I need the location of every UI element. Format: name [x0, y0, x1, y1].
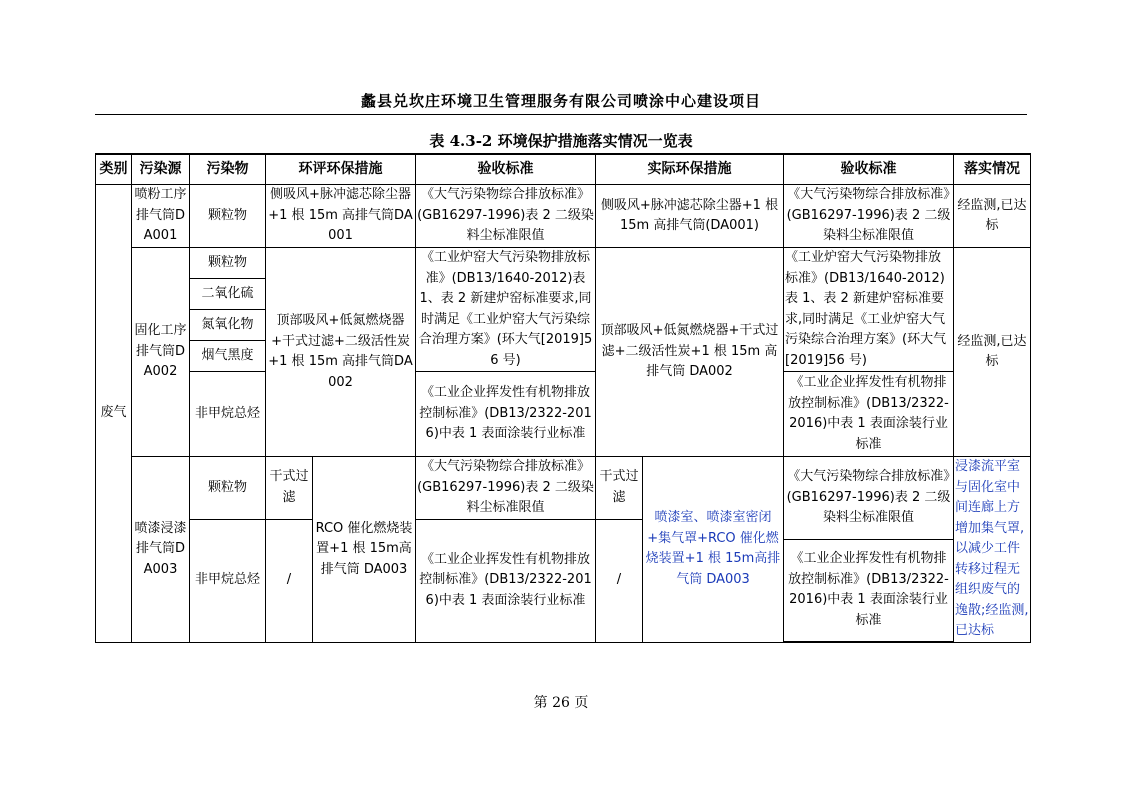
eia-sub-cell-dry-filter: 干式过滤 [266, 457, 313, 520]
pollutant-cell: 烟气黑度 [190, 341, 266, 372]
environmental-measures-table [95, 153, 1031, 643]
actual-measure-cell-da001: 侧吸风+脉冲滤芯除尘器+1 根15m 高排气筒(DA001) [596, 185, 784, 248]
actual-standard-cell-da002-furnace: 《工业炉窑大气污染物排放标准》(DB13/1640-2012)表 1、表 2 新建炉窑标准要求,同时满足《工业炉窑大气污染综合治理方案》(环大气[2019]56 号) [784, 248, 954, 372]
category-cell: 废气 [96, 185, 132, 643]
standard-cell-da003-dust: 《大气污染物综合排放标准》(GB16297-1996)表 2 二级染料尘标准限值 [416, 457, 596, 520]
table-row [96, 457, 1031, 488]
standard-cell-da003-voc: 《工业企业挥发性有机物排放控制标准》(DB13/2322-2016)中表 1 表面涂装行业标准 [416, 519, 596, 642]
actual-standard-cell-da003-voc: 《工业企业挥发性有机物排放控制标准》(DB13/2322-2016)中表 1 表面涂装行业标准 [784, 539, 954, 642]
col-header-eia-measure: 环评环保措施 [266, 154, 416, 185]
col-header-source: 污染源 [132, 154, 190, 185]
pollutant-cell: 非甲烷总烃 [190, 372, 266, 457]
table-row [96, 372, 1031, 457]
status-cell-da001: 经监测,已达标 [954, 185, 1031, 248]
pollutant-cell: 颗粒物 [190, 457, 266, 520]
actual-sub-cell-dry-filter: 干式过滤 [596, 457, 643, 520]
source-cell-da003: 喷漆浸漆排气筒DA003 [132, 457, 190, 643]
status-cell-da002: 经监测,已达标 [954, 248, 1031, 457]
status-cell-da003: 浸漆流平室与固化室中间连廊上方增加集气罩,以减少工件转移过程无组织废气的逸散;经监测,已达标 [954, 457, 1031, 643]
source-cell-da001: 喷粉工序排气筒DA001 [132, 185, 190, 248]
standard-cell-da002-voc: 《工业企业挥发性有机物排放控制标准》(DB13/2322-2016)中表 1 表面涂装行业标准 [416, 372, 596, 457]
pollutant-cell: 非甲烷总烃 [190, 519, 266, 642]
actual-sub-cell-none: / [596, 519, 643, 642]
eia-measure-cell-da001: 侧吸风+脉冲滤芯除尘器+1 根 15m 高排气筒DA001 [266, 185, 416, 248]
pollutant-cell: 二氧化硫 [190, 279, 266, 310]
pollutant-cell: 颗粒物 [190, 185, 266, 248]
actual-standard-cell-da002-voc: 《工业企业挥发性有机物排放控制标准》(DB13/2322-2016)中表 1 表面涂装行业标准 [784, 372, 954, 457]
pollutant-cell: 颗粒物 [190, 248, 266, 279]
eia-measure-cell-da002: 顶部吸风+低氮燃烧器+干式过滤+二级活性炭+1 根 15m 高排气筒DA002 [266, 248, 416, 457]
col-header-standard: 验收标准 [416, 154, 596, 185]
col-header-category: 类别 [96, 154, 132, 185]
table-header-row [96, 154, 1031, 185]
actual-standard-cell-da001: 《大气污染物综合排放标准》(GB16297-1996)表 2 二级染料尘标准限值 [784, 185, 954, 248]
actual-measure-cell-da003: 喷漆室、喷漆室密闭+集气罩+RCO 催化燃烧装置+1 根 15m高排气筒 DA003 [643, 457, 784, 643]
table-title: 表 4.3-2 环境保护措施落实情况一览表 [429, 132, 693, 150]
actual-standard-cell-da003-dust: 《大气污染物综合排放标准》(GB16297-1996)表 2 二级染料尘标准限值 [784, 457, 954, 540]
col-header-pollutant: 污染物 [190, 154, 266, 185]
eia-measure-cell-da003: RCO 催化燃烧装置+1 根 15m高排气筒 DA003 [313, 457, 416, 643]
standard-cell-da002-furnace: 《工业炉窑大气污染物排放标准》(DB13/1640-2012)表1、表 2 新建炉窑标准要求,同时满足《工业炉窑大气污染综合治理方案》(环大气[2019]56 号) [416, 248, 596, 372]
pollutant-cell: 氮氧化物 [190, 310, 266, 341]
header-rule [95, 114, 1027, 115]
table-row [96, 185, 1031, 248]
document-header-title: 蠡县兑坎庄环境卫生管理服务有限公司喷涂中心建设项目 [360, 92, 761, 110]
actual-measure-cell-da002: 顶部吸风+低氮燃烧器+干式过滤+二级活性炭+1 根 15m 高排气筒 DA002 [596, 248, 784, 457]
col-header-status: 落实情况 [954, 154, 1031, 185]
table-row [96, 248, 1031, 279]
eia-sub-cell-none: / [266, 519, 313, 642]
col-header-actual-measure: 实际环保措施 [596, 154, 784, 185]
source-cell-da002: 固化工序排气筒DA002 [132, 248, 190, 457]
page-number: 第 26 页 [533, 695, 589, 711]
col-header-actual-standard: 验收标准 [784, 154, 954, 185]
standard-cell-da001: 《大气污染物综合排放标准》(GB16297-1996)表 2 二级染料尘标准限值 [416, 185, 596, 248]
